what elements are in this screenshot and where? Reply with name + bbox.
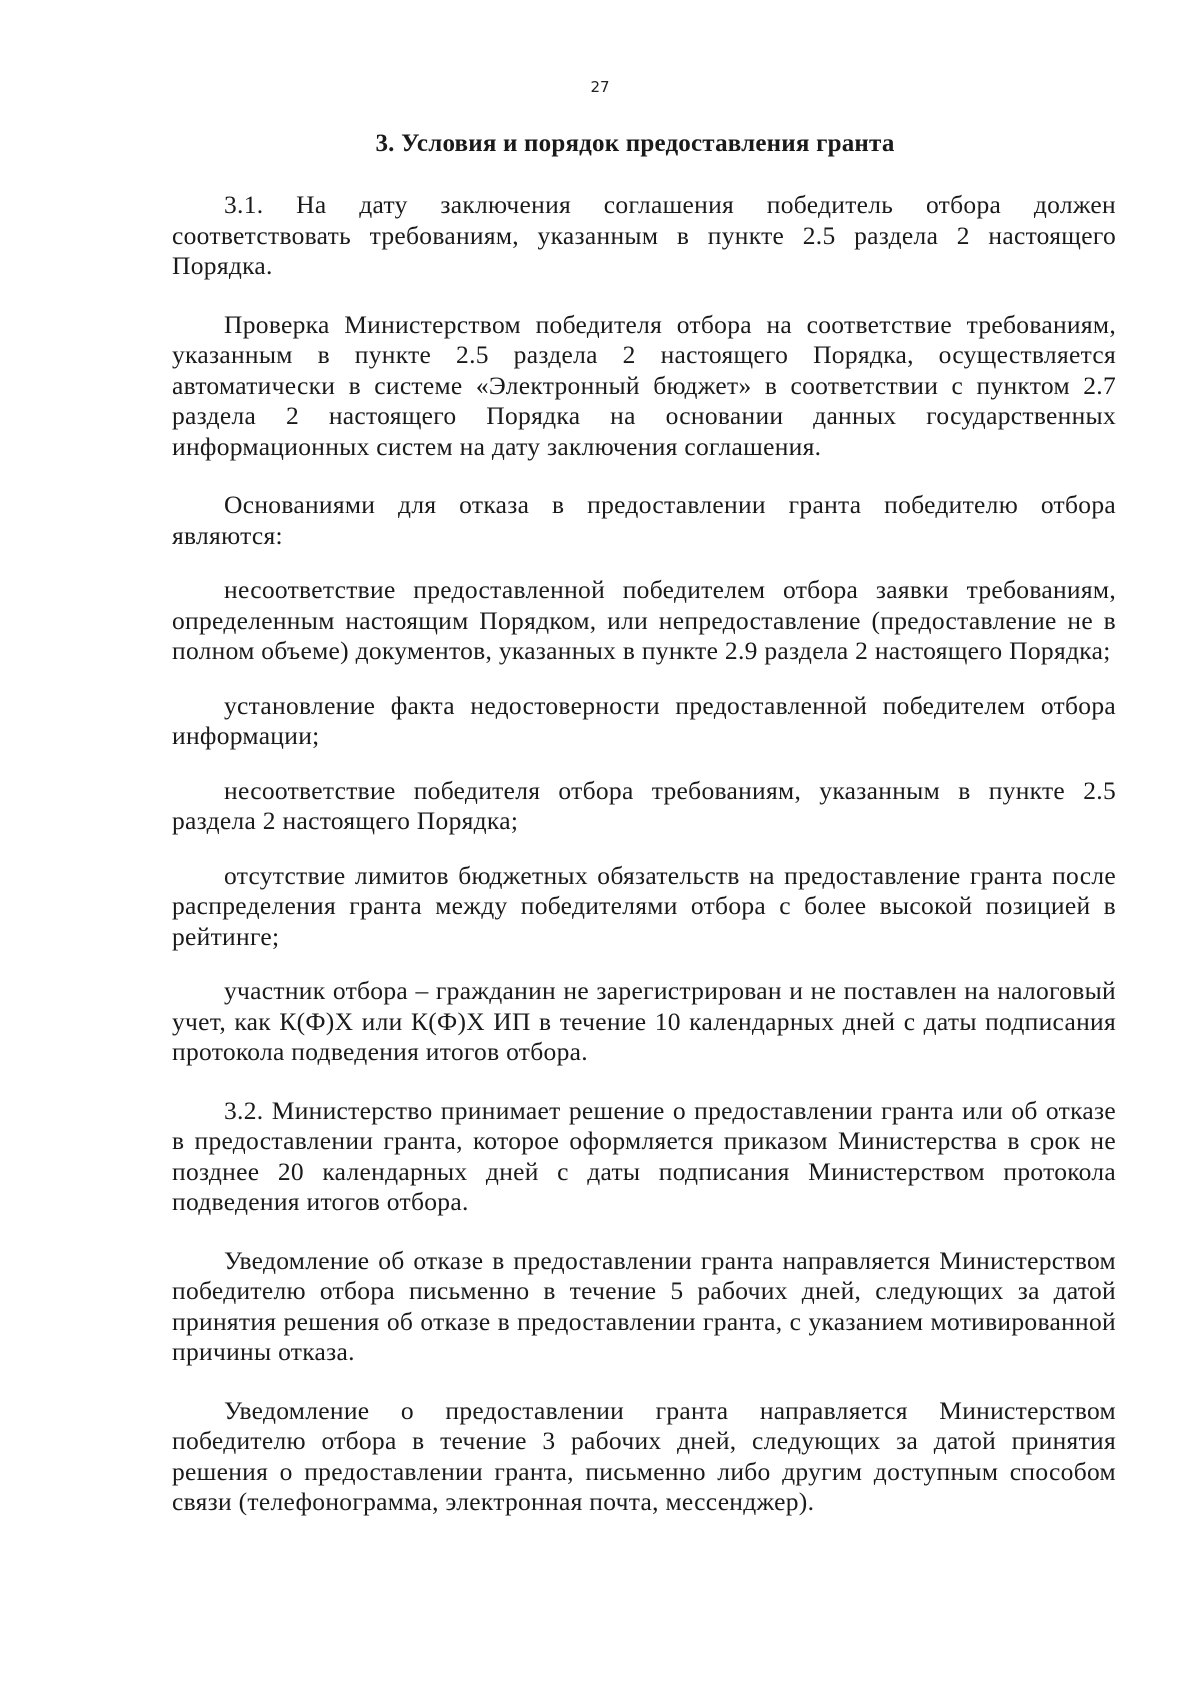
page-number: 27 [590,78,610,96]
paragraph-refusal-notice: Уведомление об отказе в предоставлении гранта направляется Министерством победителю отбора письменно в течение 5 рабочих дней, следующих за датой принятия решения об отказе в предоставлении гранта, с указанием мотивированной причины отказа. [172,1245,1116,1366]
paragraph-3-2: 3.2. Министерство принимает решение о предоставлении гранта или об отказе в предоставлении гранта, которое оформляется приказом Министерства в срок не позднее 20 календарных дней с даты подписания Министерством протокола подведения итогов отбора. [172,1095,1116,1216]
paragraph-3-1: 3.1. На дату заключения соглашения победитель отбора должен соответствовать требованиям, указанным в пункте 2.5 раздела 2 настоящего Порядка. [172,190,1116,280]
paragraph-refusal-grounds: Основаниями для отказа в предоставлении гранта победителю отбора являются: [172,490,1116,550]
list-item-no-budget-limits: отсутствие лимитов бюджетных обязательств на предоставление гранта после распределения гранта между победителями отбора с более высокой позицией в рейтинге; [172,860,1116,951]
document-body [172,190,1116,1546]
paragraph-verification: Проверка Министерством победителя отбора на соответствие требованиям, указанным в пункте 2.5 раздела 2 настоящего Порядка, осуществляется автоматически в системе «Электронный бюджет» в соответствии с пунктом 2.7 раздела 2 настоящего Порядка на основании данных государственных информационных систем на дату заключения соглашения. [172,309,1116,461]
list-item-false-information: установление факта недостоверности предоставленной победителем отбора информации; [172,690,1116,750]
list-item-not-registered: участник отбора – гражданин не зарегистрирован и не поставлен на налоговый учет, как К(Ф)Х или К(Ф)Х ИП в течение 10 календарных дней с даты подписания протокола подведения итогов отбора. [172,976,1116,1066]
paragraph-grant-notice: Уведомление о предоставлении гранта направляется Министерством победителю отбора в течение 3 рабочих дней, следующих за датой принятия решения о предоставлении гранта, письменно либо другим доступным способом связи (телефонограмма, электронная почта, мессенджер). [172,1395,1116,1516]
section-title: 3. Условия и порядок предоставления гранта [375,130,895,157]
list-item-noncompliance-winner: несоответствие победителя отбора требованиям, указанным в пункте 2.5 раздела 2 настоящего Порядка; [172,775,1116,835]
list-item-noncompliance-application: несоответствие предоставленной победителем отбора заявки требованиям, определенным настоящим Порядком, или непредоставление (предоставление не в полном объеме) документов, указанных в пункте 2.9 раздела 2 настоящего Порядка; [172,575,1116,665]
